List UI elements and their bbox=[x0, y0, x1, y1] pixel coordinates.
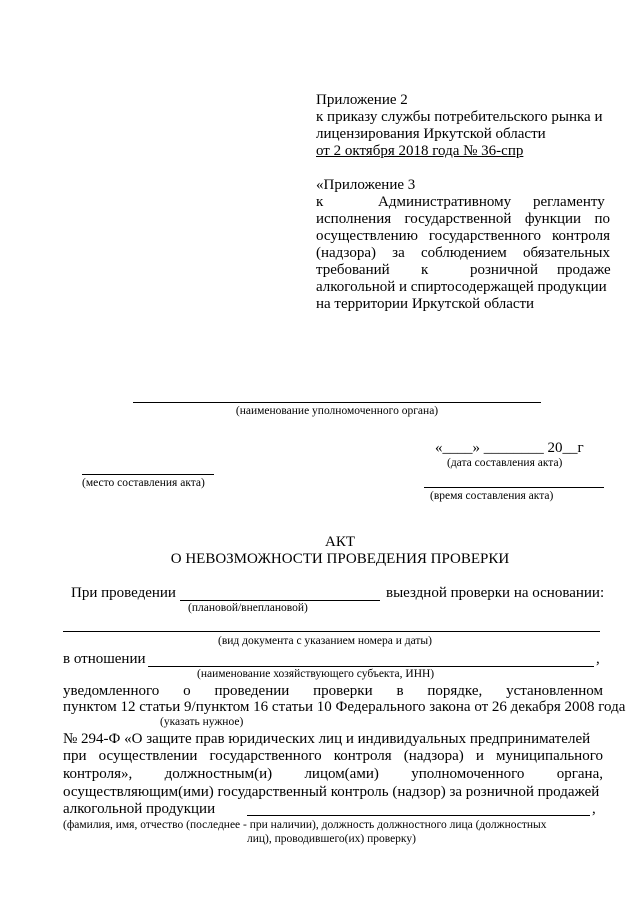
appendix3-word-administrative: Административному bbox=[378, 194, 512, 210]
document-line bbox=[63, 631, 600, 632]
entity-comma: , bbox=[596, 651, 600, 667]
appendix3-line5: (надзора) за соблюдением обязательных bbox=[316, 245, 610, 261]
onsite-inspection-label: выездной проверки на основании: bbox=[386, 585, 605, 601]
p2-line1 bbox=[63, 683, 603, 700]
p2-word: проведении bbox=[214, 683, 290, 699]
appendix3-word-k: к bbox=[316, 194, 324, 210]
p3-word: лицом(ами) bbox=[304, 766, 379, 782]
p2-word: в bbox=[396, 683, 404, 699]
p2-word: о bbox=[183, 683, 191, 699]
authority-name-line bbox=[133, 402, 541, 403]
inspection-type-caption: (плановой/внеплановой) bbox=[188, 602, 308, 614]
appendix3-word-retail: розничной bbox=[470, 262, 539, 278]
p3-word: контроля», bbox=[63, 766, 133, 782]
time-line bbox=[424, 487, 604, 488]
date-caption: (дата составления акта) bbox=[447, 457, 563, 469]
appendix3-line7: алкогольной и спиртосодержащей продукции bbox=[316, 279, 607, 295]
appendix-title: Приложение 2 bbox=[316, 92, 408, 108]
p2-word: уведомленного bbox=[63, 683, 160, 699]
entity-caption: (наименование хозяйствующего субъекта, ИНН) bbox=[197, 668, 435, 680]
official-caption-1: (фамилия, имя, отчество (последнее - при наличии), должность должностного лица (должностных bbox=[63, 819, 547, 831]
p2-word: установленном bbox=[506, 683, 603, 699]
appendix3-word-requirements: требований bbox=[316, 262, 390, 278]
appendix-order-line: к приказу службы потребительского рынка и bbox=[316, 109, 603, 125]
act-title: АКТ bbox=[325, 534, 355, 550]
p3-word: органа, bbox=[556, 766, 603, 782]
appendix3-word-regulation: регламенту bbox=[533, 194, 605, 210]
specify-caption: (указать нужное) bbox=[160, 716, 244, 728]
official-caption-2: лиц), проводившего(их) проверку) bbox=[247, 833, 416, 845]
place-caption: (место составления акта) bbox=[82, 477, 205, 489]
p3-line3 bbox=[63, 766, 603, 783]
appendix3-title: «Приложение 3 bbox=[316, 177, 416, 193]
entity-line bbox=[148, 666, 594, 667]
official-line bbox=[247, 815, 590, 816]
official-comma: , bbox=[592, 801, 596, 817]
date-line: «____» ________ 20__г bbox=[435, 440, 584, 456]
p3-word: должностным(и) bbox=[164, 766, 273, 782]
p2-word: проверки bbox=[313, 683, 373, 699]
p2-line2: пунктом 12 статьи 9/пунктом 16 статьи 10 Федерального закона от 26 декабря 2008 года bbox=[63, 699, 626, 715]
inspection-type-line bbox=[180, 600, 380, 601]
document-caption: (вид документа с указанием номера и даты) bbox=[218, 635, 432, 647]
appendix3-line4: осуществлению государственного контроля bbox=[316, 228, 610, 244]
appendix3-line3: исполнения государственной функции по bbox=[316, 211, 610, 227]
act-subtitle: О НЕВОЗМОЖНОСТИ ПРОВЕДЕНИЯ ПРОВЕРКИ bbox=[170, 551, 510, 567]
p3-line2: при осуществлении государственного контроля (надзора) и муниципального bbox=[63, 748, 603, 764]
p3-word: уполномоченного bbox=[411, 766, 525, 782]
p3-line1: № 294-Ф «О защите прав юридических лиц и индивидуальных предпринимателей bbox=[63, 731, 591, 747]
p3-line5: алкогольной продукции bbox=[63, 801, 216, 817]
authority-caption: (наименование уполномоченного органа) bbox=[235, 405, 439, 417]
p2-word: порядке, bbox=[427, 683, 483, 699]
time-caption: (время составления акта) bbox=[430, 490, 554, 502]
appendix3-line8: на территории Иркутской области bbox=[316, 296, 535, 312]
place-line bbox=[82, 474, 214, 475]
appendix3-word-k2: к bbox=[421, 262, 429, 278]
appendix-authority-line: лицензирования Иркутской области bbox=[316, 126, 546, 142]
when-conducting-label: При проведении bbox=[71, 585, 176, 601]
regarding-label: в отношении bbox=[63, 651, 146, 667]
appendix-date-line: от 2 октября 2018 года № 36-спр bbox=[316, 143, 524, 159]
appendix3-word-sale: продаже bbox=[557, 262, 611, 278]
p3-line4: осуществляющим(ими) государственный контроль (надзор) за розничной продажей bbox=[63, 784, 600, 800]
